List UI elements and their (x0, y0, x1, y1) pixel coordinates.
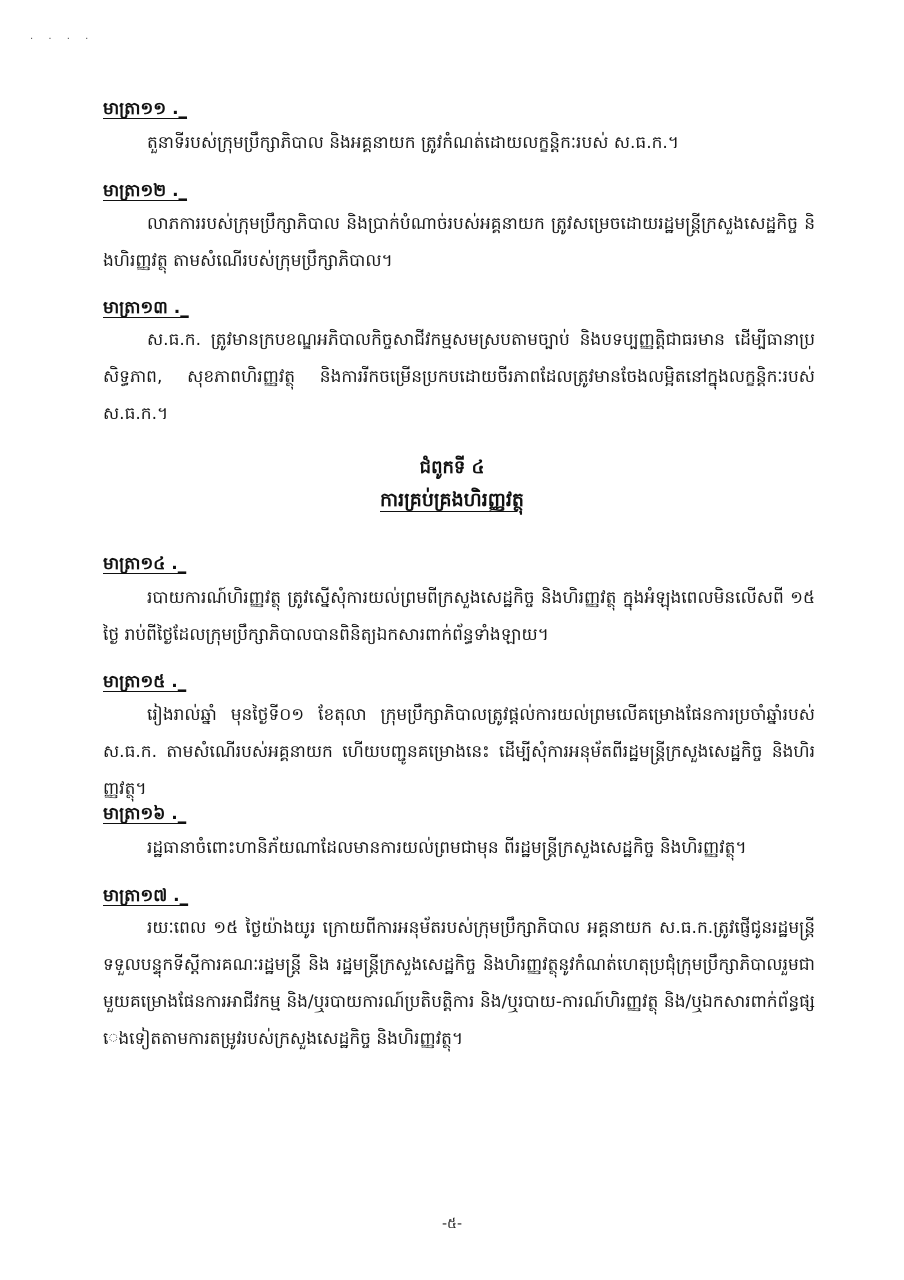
article-15-paragraph: រៀងរាល់ឆ្នាំ មុនថ្ងៃទី០១ ខែតុលា ក្រុមប្រឹក្សាភិបាលត្រូវផ្តល់ការយល់ព្រមលើគម្រោងផែនការប្រចាំឆ្នាំរបស់ ស.ធ.ក. តាមសំណើរបស់អគ្គនាយក ហើយបញ្ជូនគម្រោងនេះ ដើម្បីសុំការអនុម័តពីរដ្ឋមន្ត្រីក្រសួងសេដ្ឋកិច្ច និងហិរញ្ញវត្ថុ។ (103, 705, 815, 799)
article-16-title: មាត្រា១៦ ._ (103, 804, 187, 824)
article-11-title: មាត្រា១១ ._ (103, 99, 188, 119)
article-11-paragraph: តួនាទីរបស់ក្រុមប្រឹក្សាភិបាល និងអគ្គនាយក ត្រូវកំណត់ដោយលក្ខន្តិកៈរបស់ ស.ធ.ក.។ (147, 133, 680, 153)
article-15-title: មាត្រា១៥ ._ (103, 672, 187, 692)
article-12-title: មាត្រា១២ ._ (103, 181, 188, 201)
page-number: -៥- (441, 1216, 462, 1232)
scan-marks: · · · · (30, 34, 95, 45)
article-12-paragraph: លាភការរបស់ក្រុមប្រឹក្សាភិបាល និងប្រាក់បំណាច់របស់អគ្គនាយក ត្រូវសម្រេចដោយរដ្ឋមន្ត្រីក្រសួងសេដ្ឋកិច្ច និងហិរញ្ញវត្ថុ តាមសំណើរបស់ក្រុមប្រឹក្សាភិបាល។ (103, 214, 815, 271)
article-14-title: មាត្រា១៤ ._ (103, 554, 187, 574)
article-17-title: មាត្រា១៧ ._ (103, 886, 189, 906)
article-13-title: មាត្រា១៣ ._ (103, 298, 189, 318)
article-13-paragraph: ស.ធ.ក. ត្រូវមានក្របខណ្ឌអភិបាលកិច្ចសាជីវកម្មសមស្របតាមច្បាប់ និងបទប្បញ្ញត្តិជាធរមាន ដើម្បីធានាប្រសិទ្ធភាព, សុខភាពហិរញ្ញវត្ថុ និងការរីកចម្រើនប្រកបដោយចីរភាពដែលត្រូវមានចែងលម្អិតនៅក្នុងលក្ខន្តិកៈរបស់ ស.ធ.ក.។ (103, 330, 815, 424)
chapter-title: ការគ្រប់គ្រងហិរញ្ញវត្ថុ (380, 489, 524, 511)
article-14-paragraph: របាយការណ៍ហិរញ្ញវត្ថុ ត្រូវស្នើសុំការយល់ព្រមពីក្រសួងសេដ្ឋកិច្ច និងហិរញ្ញវត្ថុ ក្នុងអំឡុងពេលមិនលើសពី ១៥ថ្ងៃ រាប់ពីថ្ងៃដែលក្រុមប្រឹក្សាភិបាលបានពិនិត្យឯកសារពាក់ព័ន្ធទាំងឡាយ។ (103, 588, 815, 645)
article-17-paragraph: រយៈពេល ១៥ ថ្ងៃយ៉ាងយូរ ក្រោយពីការអនុម័តរបស់ក្រុមប្រឹក្សាភិបាល អគ្គនាយក ស.ធ.ក.ត្រូវផ្ញើជូនរដ្ឋមន្ត្រីទទួលបន្ទុកទីស្តីការគណៈរដ្ឋមន្ត្រី និង រដ្ឋមន្ត្រីក្រសួងសេដ្ឋកិច្ច និងហិរញ្ញវត្ថុនូវកំណត់ហេតុប្រជុំក្រុមប្រឹក្សាភិបាលរួមជាមួយគម្រោងផែនការអាជីវកម្ម និង/ឬរបាយការណ៍ប្រតិបត្តិការ និង/ឬរបាយ-ការណ៍ហិរញ្ញវត្ថុ និង/ឬឯកសារពាក់ព័ន្ធផ្សេងទៀតតាមការតម្រូវរបស់ក្រសួងសេដ្ឋកិច្ច និងហិរញ្ញវត្ថុ។ (103, 918, 815, 1049)
chapter-number: ជំពូកទី ៤ (419, 457, 485, 478)
article-16-paragraph: រដ្ឋធានាចំពោះហានិភ័យណាដែលមានការយល់ព្រមជាមុន ពីរដ្ឋមន្ត្រីក្រសួងសេដ្ឋកិច្ច និងហិរញ្ញវត្ថុ។ (147, 838, 747, 858)
